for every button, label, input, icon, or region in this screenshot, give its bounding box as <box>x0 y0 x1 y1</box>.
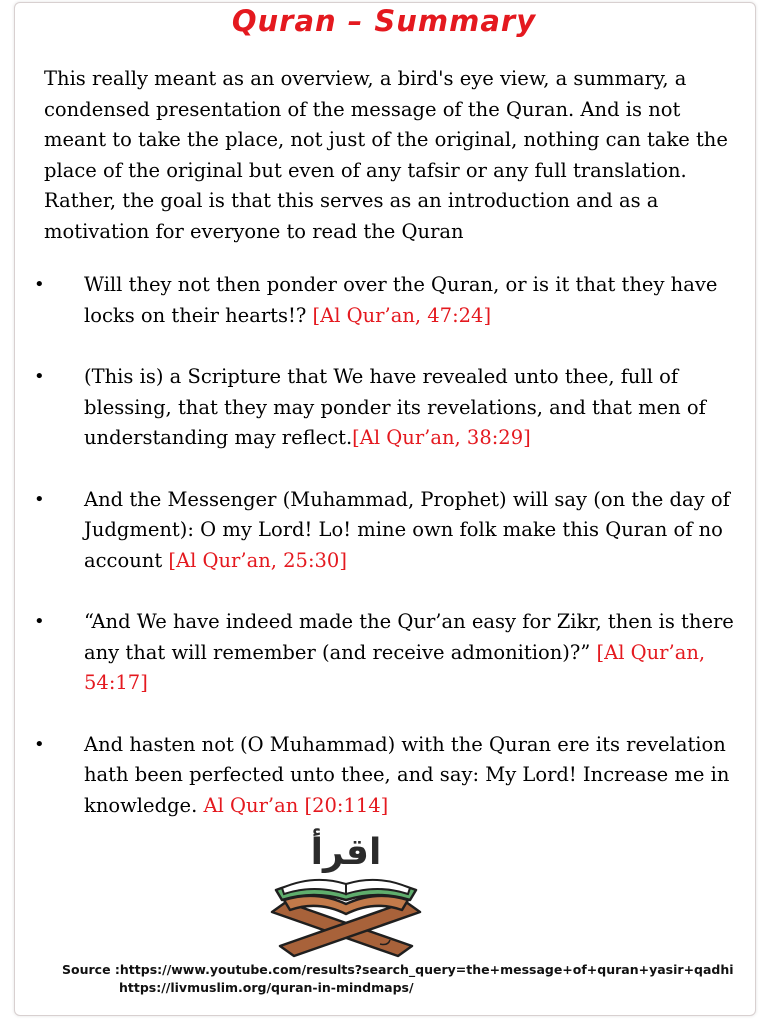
quran-emblem <box>262 828 430 958</box>
verse-reference: [Al Qur’an, 47:24] <box>312 303 492 327</box>
verse-text: And the Messenger (Muhammad, Prophet) will say (on the day of Judgment): O my Lord! Lo! mine own folk make this Quran of no account <box>84 487 730 572</box>
source-link-youtube[interactable]: Source :https://www.youtube.com/results?search_query=the+message+of+quran+yasir+qadhi <box>62 962 734 977</box>
quran-on-stand-icon <box>262 828 430 958</box>
verse-item <box>34 362 754 454</box>
source-citation <box>62 961 734 997</box>
verse-item <box>34 485 754 577</box>
verse-text: (This is) a Scripture that We have revealed unto thee, full of blessing, that they may ponder its revelations, and that men of understanding may reflect. <box>84 365 706 449</box>
verse-reference: [Al Qur’an, 54:17] <box>84 640 706 694</box>
verse-item <box>34 730 754 822</box>
source-link-livmuslim[interactable]: https://livmuslim.org/quran-in-mindmaps/ <box>119 980 414 995</box>
verse-text: Will they not then ponder over the Quran, or is it that they have locks on their hearts!? <box>84 273 718 327</box>
verse-reference: Al Qur’an [20:114] <box>203 793 389 817</box>
bullet-dot: • <box>34 488 45 510</box>
bullet-dot: • <box>34 274 45 295</box>
bullet-dot: • <box>34 366 45 387</box>
page-title: Quran – Summary <box>231 4 537 38</box>
verse-list <box>34 270 754 852</box>
verse-item <box>34 270 754 331</box>
bullet-dot: • <box>34 733 45 755</box>
verse-reference: [Al Qur’an, 25:30] <box>168 548 347 572</box>
verse-text: “And We have indeed made the Qur’an easy for Zikr, then is there any that will remember (and receive admonition)?” <box>84 610 734 664</box>
bullet-dot: • <box>34 611 45 632</box>
verse-text: And hasten not (O Muhammad) with the Quran ere its revelation hath been perfected unto thee, and say: My Lord! Increase me in knowledge. <box>84 732 730 817</box>
iqra-text: اقرأ <box>310 832 382 873</box>
verse-item <box>34 607 754 699</box>
verse-reference: [Al Qur’an, 38:29] <box>352 426 531 449</box>
intro-paragraph: This really meant as an overview, a bird's eye view, a summary, a condensed presentation of the message of the Quran. And is not meant to take the place, not just of the original, nothing can take the place of the original but even of any tafsir or any full translation. Rather, the goal is that this serves as an introduction and as a motivation for everyone to read the Quran <box>44 67 728 243</box>
